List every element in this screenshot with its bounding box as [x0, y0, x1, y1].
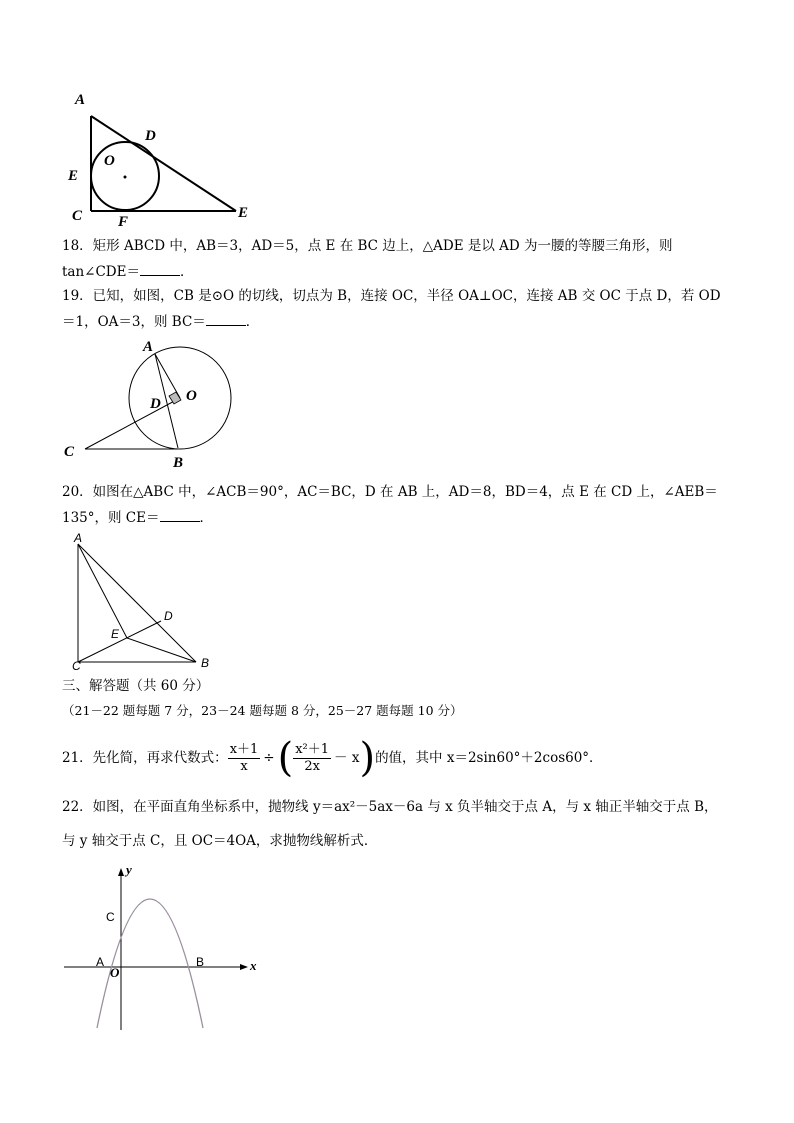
fig19-label-o: O — [186, 388, 197, 404]
q20-line2-suffix: ． — [199, 510, 213, 526]
segment-cd — [78, 621, 161, 662]
q21-fraction-1 — [228, 742, 261, 775]
fig20-label-a: A — [74, 531, 83, 545]
fig17-label-d: D — [145, 128, 156, 144]
fig20-label-b: B — [201, 656, 210, 670]
q21-fraction-2 — [293, 742, 331, 775]
q21-suffix: 的值，其中 x＝2sin60°＋2cos60°． — [375, 750, 603, 766]
fig17-label-c: C — [72, 208, 83, 224]
segment-oa — [155, 354, 180, 398]
q21-minus-x: － x — [334, 750, 360, 766]
q18-line2-suffix: ． — [180, 264, 194, 280]
q21-prefix: 21．先化简，再求代数式： — [62, 750, 228, 766]
fig17-label-o: O — [104, 153, 115, 169]
fig22-label-a: A — [96, 955, 105, 969]
fig22-label-b: B — [196, 955, 205, 969]
q18-line2 — [62, 261, 194, 282]
q18-answer-blank[interactable] — [140, 261, 180, 276]
segment-eb — [127, 638, 196, 662]
fig19-label-c: C — [64, 444, 75, 460]
fig20-label-e: E — [111, 627, 120, 641]
q22-line1: 22．如图，在平面直角坐标系中，抛物线 y＝ax²－5ax－6a 与 x 负半轴交于点 A，与 x 轴正半轴交于点 B， — [62, 799, 718, 815]
q20-answer-blank[interactable] — [160, 507, 200, 522]
q21-right-paren: ) — [359, 735, 376, 781]
q21-line — [62, 734, 603, 782]
q20-line1: 20．如图在△ABC 中，∠ACB＝90°，AC＝BC，D 在 AB 上，AD＝8，BD＝4，点 E 在 CD 上，∠AEB＝ — [62, 484, 718, 500]
q21-frac2-denominator: 2x — [304, 758, 320, 774]
q19-line2-prefix: ＝1，OA＝3，则 BC＝ — [62, 314, 206, 330]
fig19-label-d: D — [150, 396, 161, 412]
q19-line2-suffix: ． — [245, 314, 260, 330]
q20-line2-prefix: 135°，则 CE＝ — [62, 510, 160, 526]
q18-line2-prefix: tan∠CDE＝ — [62, 264, 140, 280]
fig19-label-b: B — [173, 455, 184, 471]
q21-frac1-denominator: x — [240, 758, 248, 774]
side-ab — [78, 544, 196, 662]
section3-note: （21－22 题每题 7 分，23－24 题每题 8 分，25－27 题每题 10 分） — [62, 703, 463, 718]
q21-frac1-numerator: x＋1 — [229, 741, 259, 757]
q22-line2: 与 y 轴交于点 C，且 OC＝4OA，求抛物线解析式． — [62, 833, 378, 849]
fig20-label-d: D — [164, 609, 173, 623]
section3-title: 三、解答题（共 60 分） — [62, 678, 210, 694]
fig17-label-b: E — [238, 205, 249, 221]
fig22-label-o: O — [110, 965, 120, 980]
segment-ae — [78, 544, 127, 638]
q19-line2 — [62, 311, 259, 332]
q19-answer-blank[interactable] — [206, 311, 246, 326]
fig22-label-y: y — [126, 862, 132, 877]
q18-line1: 18．矩形 ABCD 中，AB＝3，AD＝5，点 E 在 BC 边上，△ADE 是以 AD 为一腰的等腰三角形，则 — [62, 238, 673, 254]
segment-oc — [85, 398, 180, 449]
figure-parabola — [60, 860, 270, 1035]
q20-line2 — [62, 507, 213, 528]
fig22-label-c: C — [106, 910, 115, 924]
fig19-label-a: A — [143, 339, 154, 355]
figure-right-triangle — [60, 532, 220, 672]
q21-frac2-numerator: x²＋1 — [295, 741, 330, 757]
fig17-label-e: E — [68, 168, 79, 184]
q19-line1: 19．已知，如图，CB 是⊙O 的切线，切点为 B，连接 OC，半径 OA⊥OC，连接 AB 交 OC 于点 D，若 OD — [62, 288, 721, 304]
fig22-label-x: x — [250, 958, 257, 973]
x-axis-arrow — [240, 964, 248, 970]
right-angle-mark — [169, 392, 181, 404]
fig17-label-a: A — [75, 92, 86, 108]
fig20-label-c: C — [72, 659, 81, 673]
q21-divide-sign: ÷ — [263, 750, 275, 766]
y-axis-arrow — [118, 868, 124, 876]
fig17-label-f: F — [118, 214, 129, 230]
center-dot — [124, 176, 127, 179]
q21-left-paren: ( — [277, 735, 294, 781]
